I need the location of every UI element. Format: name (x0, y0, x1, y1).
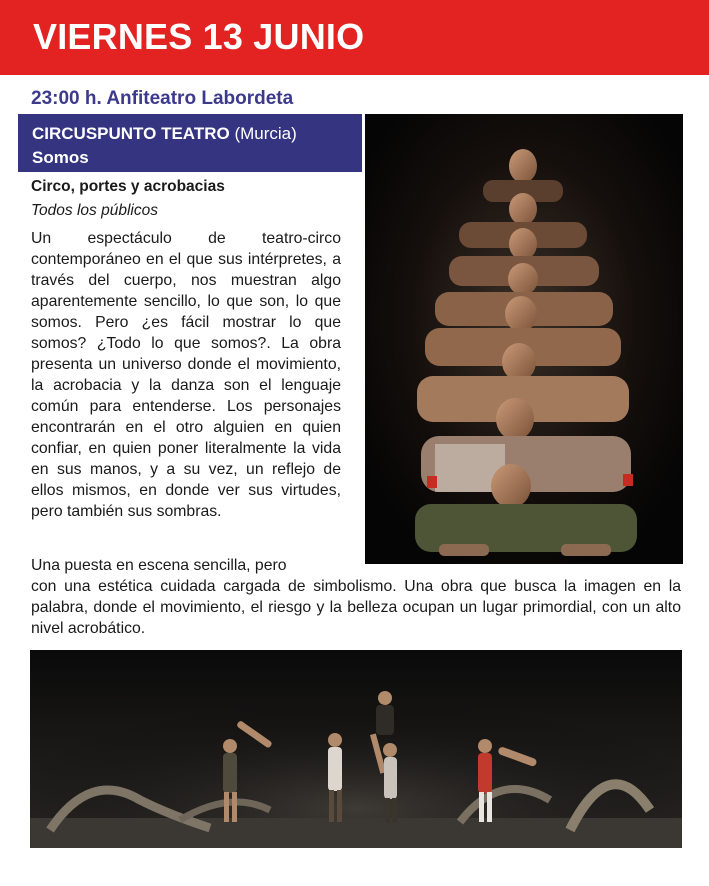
description-continued (31, 555, 681, 639)
company-origin: (Murcia) (234, 124, 297, 143)
header-banner (0, 0, 709, 75)
acrobat-stack-photo (365, 114, 683, 564)
audience: Todos los públicos (31, 202, 158, 219)
stage-scene-photo (30, 650, 682, 848)
company-line (32, 121, 362, 146)
company-box (18, 114, 362, 172)
description-continued-start: Una puesta en escena sencilla, pero (31, 557, 287, 574)
genre: Circo, portes y acrobacias (31, 178, 225, 195)
show-title: Somos (32, 148, 89, 167)
description-continued-rest: con una estética cuidada cargada de simbolismo. Una obra que busca la imagen en la palabra, donde el movimiento, el riesgo y la belleza ocupan un lugar primordial, con un alto nivel acrobático. (31, 578, 681, 637)
date-title: VIERNES 13 JUNIO (33, 16, 365, 57)
description-main: Un espectáculo de teatro-circo contemporáneo en el que sus intérpretes, a través del cuerpo, nos muestran algo aparentemente sencillo, lo que son, lo que somos. Pero ¿es fácil mostrar lo que somos? ¿Todo lo que somos?. La obra presenta un universo donde el movimiento, la acrobacia y la danza son el lenguaje común para entenderse. Los personajes encontrarán en el otro alguien en quien confiar, en quien poner literalmente la vida en sus manos, y a su vez, un reflejo de ellos mismos, en donde ver sus virtudes, pero también sus sombras. (31, 230, 341, 520)
company-name: CIRCUSPUNTO TEATRO (32, 124, 230, 143)
time-venue: 23:00 h. Anfiteatro Labordeta (31, 88, 294, 109)
